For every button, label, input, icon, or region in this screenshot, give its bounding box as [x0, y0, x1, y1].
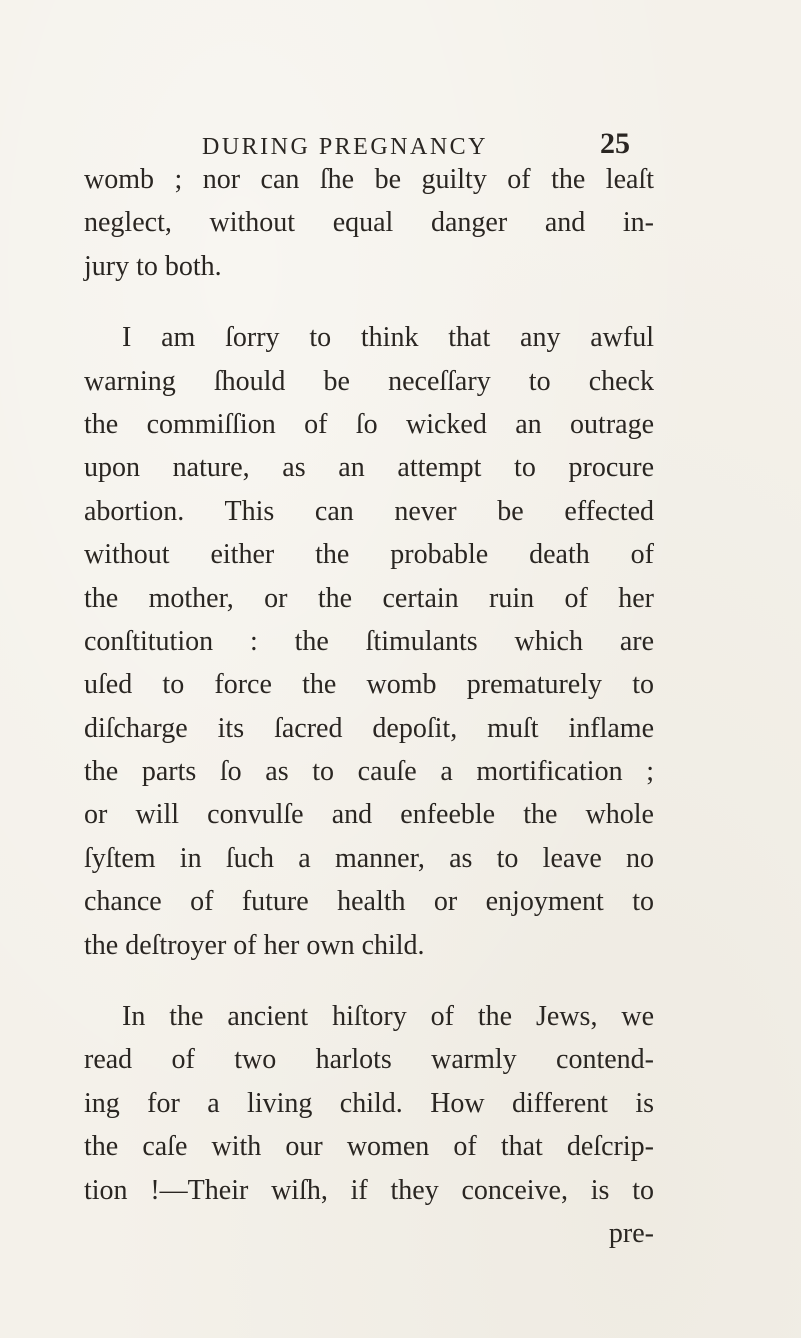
- paragraph-3: [84, 995, 654, 1212]
- catchword: pre-: [608, 1217, 654, 1249]
- text-line: neglect, without equal danger and in-: [84, 207, 654, 239]
- paragraph-gap: [84, 288, 654, 316]
- text-line: uſed to force the womb prematurely to: [84, 669, 654, 701]
- text-line: the deſtroyer of her own child.: [84, 929, 425, 961]
- paragraph-gap: [84, 967, 654, 995]
- text-line: the mother, or the certain ruin of her: [84, 582, 654, 614]
- text-line: jury to both.: [84, 250, 222, 282]
- text-line: womb ; nor can ſhe be guilty of the leaſt: [84, 164, 654, 195]
- paragraph-1: [84, 158, 654, 288]
- text-line: the parts ſo as to cauſe a mortification ;: [84, 756, 654, 788]
- text-line: ſyſtem in ſuch a manner, as to leave no: [84, 842, 654, 874]
- text-line: ing for a living child. How different is: [84, 1087, 654, 1119]
- text-line: without either the probable death of: [84, 539, 654, 571]
- text-line: tion !—Their wiſh, if they conceive, is to: [84, 1174, 654, 1206]
- text-line: conſtitution : the ſtimulants which are: [84, 625, 654, 657]
- text-line: or will convulſe and enfeeble the whole: [84, 799, 654, 831]
- text-line: the caſe with our women of that deſcrip-: [84, 1131, 654, 1163]
- text-line: upon nature, as an attempt to procure: [84, 452, 654, 484]
- running-title: DURING PREGNANCY: [202, 134, 489, 160]
- body-text: [84, 158, 654, 1255]
- text-line: diſcharge its ſacred depoſit, muſt inflame: [84, 712, 654, 744]
- text-line: I am ſorry to think that any awful: [122, 322, 654, 354]
- text-line: read of two harlots warmly contend-: [84, 1044, 654, 1076]
- text-line: warning ſhould be neceſſary to check: [84, 365, 654, 397]
- text-line: the commiſſion of ſo wicked an outrage: [84, 408, 654, 440]
- text-line: abortion. This can never be effected: [84, 495, 654, 527]
- paragraph-2: [84, 316, 654, 967]
- text-line: In the ancient hiſtory of the Jews, we: [122, 1001, 654, 1033]
- text-line: chance of future health or enjoyment to: [84, 886, 654, 918]
- page-number: 25: [600, 127, 630, 160]
